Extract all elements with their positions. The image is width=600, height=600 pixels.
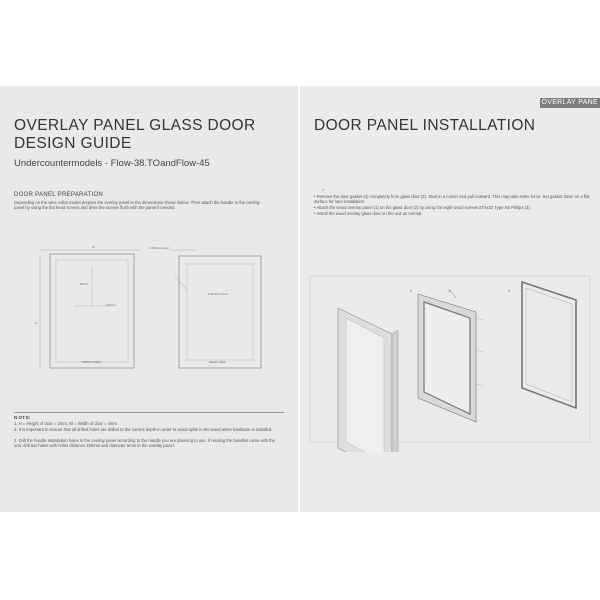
step-3: • Install the wood overlay glass door on the unit as normal. [314, 211, 423, 216]
front-view-label: FRONT VIEW [82, 360, 101, 364]
dim-c-label: 0.40 from Door [149, 246, 170, 250]
page-title-line-1: OVERLAY PANEL GLASS DOOR [14, 117, 256, 134]
overlay-panel-tab: OVERLAY PANE [541, 99, 598, 106]
note-1: 1. H = Height of door = 2mm, W = Width of door = 4mm [14, 421, 117, 426]
dim-a-label: 50mm [80, 282, 89, 286]
callout-4: 4 [508, 288, 511, 293]
left-page [0, 86, 298, 512]
step-1: • Remove the door gasket (4) completely from glass door (2). Start in a corner and pull outward. This may take some force. Set gasket down on a flat surface for later installation. [314, 194, 590, 204]
rear-view-label: REAR VIEW [209, 360, 226, 364]
note-3: 3. Drill the handle installation holes in the overlay panel according to the handle you are planning to use. If reusing the handles came with the unit, drill two holes with holes distance 160mm and diameter 5mm in the overlay panel. [14, 438, 275, 448]
callout-1: 1 [322, 187, 325, 192]
dim-w-label: W [92, 245, 95, 249]
front-view-diagram [30, 246, 150, 386]
installation-diagram [300, 272, 600, 452]
note-2: 2. It is important to ensure that all drilled holes are drilled to the correct depth in order to avoid splits in the wood when hardware is installed. [14, 427, 273, 432]
page-title-line-2: DESIGN GUIDE [14, 135, 132, 152]
handle-note-label: 0.40 from Door [208, 292, 229, 296]
right-page-title: DOOR PANEL INSTALLATION [314, 117, 536, 134]
section-text: Depending on the wine cellar model prepare the overlay panel to the dimensions shown below. Then attach the handle to the overlay panel by using the flat head screws and drive the screws flush with the panel if needed. [14, 200, 260, 210]
step-2: • Attach the wood overlay panel (1) on the glass door (2) by using the eight wood screws ST4x32 Type AB Philips (3). [314, 205, 531, 210]
notes-heading: N OT E: [14, 415, 31, 420]
callout-3: 3 [448, 288, 451, 293]
right-page [300, 86, 600, 512]
page-subtitle: Undercountermodels - Flow-38.TOandFlow-45 [14, 158, 210, 169]
section-heading: DOOR PANEL PREPARATION [14, 192, 104, 198]
dim-h-label: H [35, 321, 38, 325]
callout-2: 2 [410, 288, 413, 293]
divider [14, 412, 284, 413]
dim-b-label: 110mm [106, 303, 116, 307]
rear-view-diagram [165, 246, 275, 386]
